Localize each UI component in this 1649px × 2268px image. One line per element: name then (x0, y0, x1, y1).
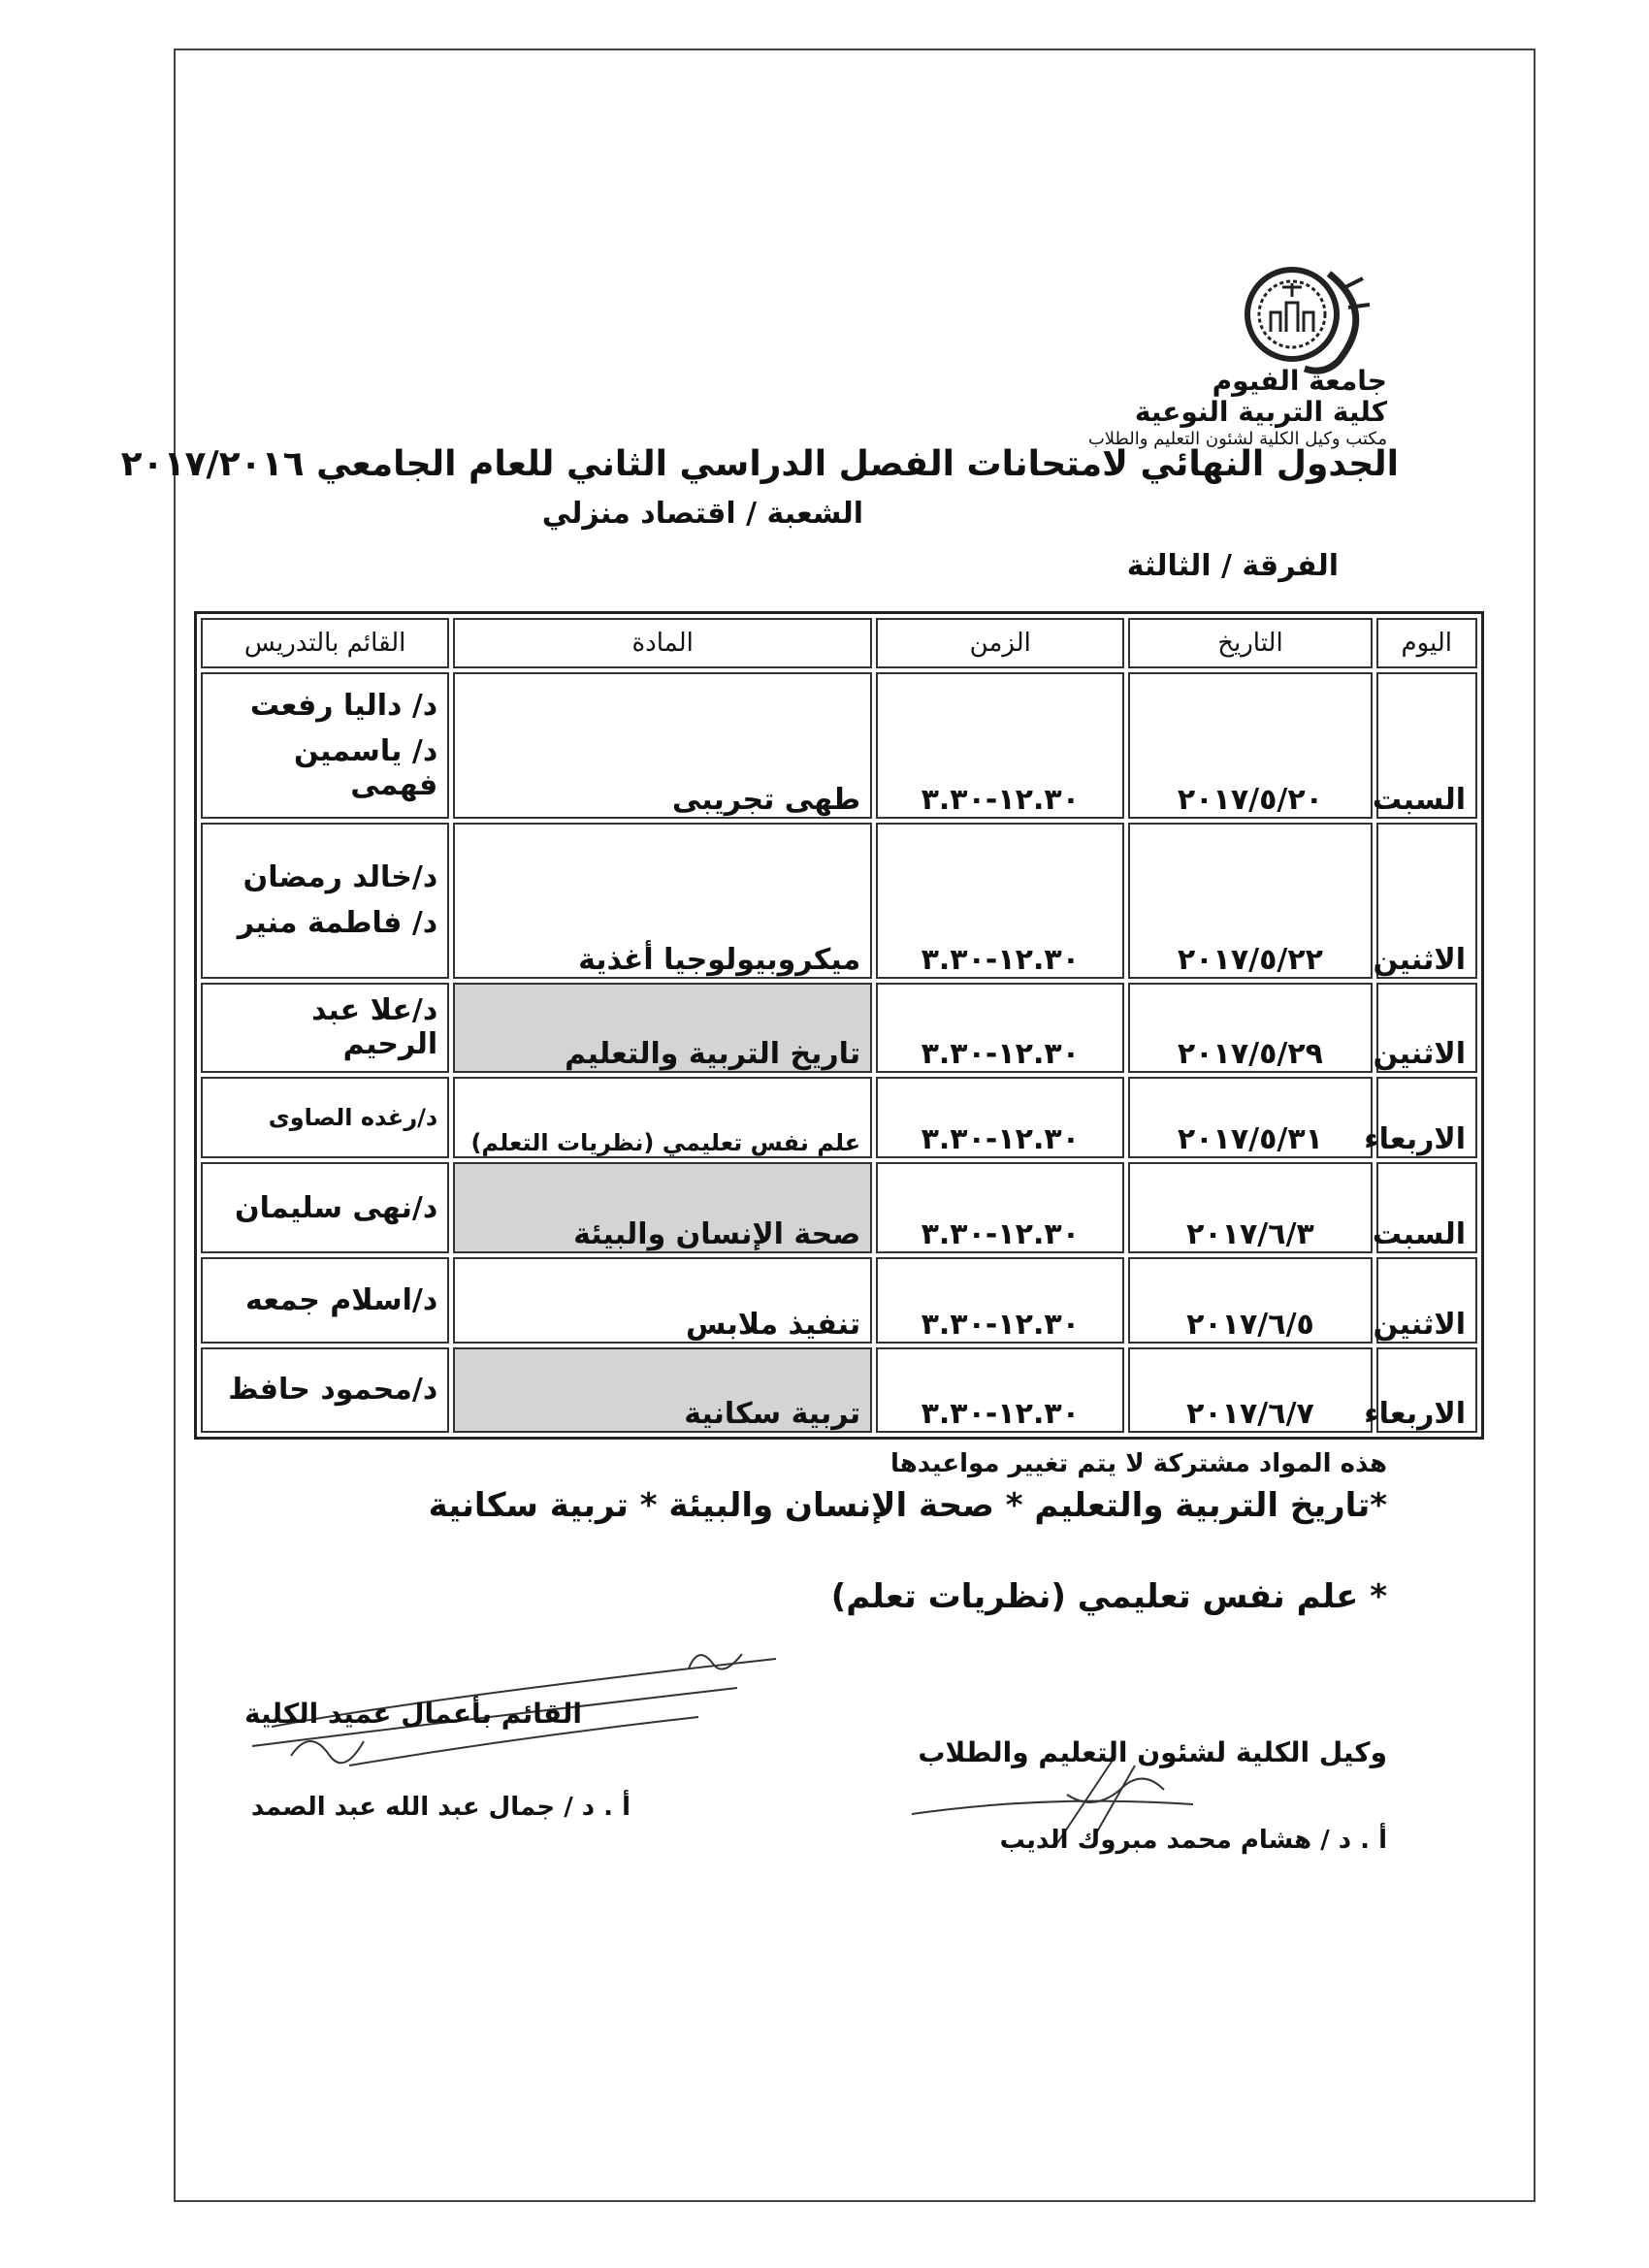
teacher-cell (201, 1162, 449, 1254)
header-date: التاريخ (1128, 618, 1372, 668)
division-label: الشعبة / اقتصاد منزلي (541, 497, 863, 531)
dean-title: القائم بأعمال عميد الكلية (244, 1698, 582, 1730)
university-name: جامعة الفيوم (1212, 365, 1387, 397)
date-cell: ٢٠١٧/٥/٢٩ (1128, 983, 1372, 1073)
subject-cell: صحة الإنسان والبيئة (453, 1162, 872, 1254)
day-cell: الاثنين (1376, 983, 1477, 1073)
shared-subjects-list-2: * علم نفس تعليمي (نظريات تعلم) (830, 1577, 1387, 1616)
table-row (201, 1257, 1477, 1343)
header-subject: المادة (453, 618, 872, 668)
date-cell: ٢٠١٧/٥/٢٠ (1128, 672, 1372, 819)
subject-cell: طهى تجريبى (453, 672, 872, 819)
day-cell: السبت (1376, 1162, 1477, 1254)
time-cell: ١٢.٣٠-٣.٣٠ (876, 823, 1124, 979)
teacher-cell (201, 983, 449, 1073)
teacher-cell (201, 1257, 449, 1343)
subject-cell: ميكروبيولوجيا أغذية (453, 823, 872, 979)
shared-subjects-list: *تاريخ التربية والتعليم * صحة الإنسان والبيئة * تربية سكانية (428, 1486, 1387, 1525)
time-cell: ١٢.٣٠-٣.٣٠ (876, 1077, 1124, 1158)
day-cell: الاربعاء (1376, 1077, 1477, 1158)
shared-subjects-note: هذه المواد مشتركة لا يتم تغيير مواعيدها (889, 1449, 1387, 1478)
table-row (201, 823, 1477, 979)
day-cell: السبت (1376, 672, 1477, 819)
table-row (201, 672, 1477, 819)
teacher-name: د/ فاطمة منير (237, 906, 438, 941)
subject-cell: تاريخ التربية والتعليم (453, 983, 872, 1073)
teacher-name: د/ ياسمين فهمى (294, 733, 438, 802)
teacher-cell (201, 1347, 449, 1433)
exam-schedule-table (194, 611, 1484, 1440)
day-cell: الاربعاء (1376, 1347, 1477, 1433)
table-row (201, 1077, 1477, 1158)
vice-dean-name: أ . د / هشام محمد مبروك الديب (999, 1826, 1387, 1855)
vice-dean-title: وكيل الكلية لشئون التعليم والطلاب (918, 1736, 1387, 1768)
teacher-name: د/خالد رمضان (242, 860, 438, 895)
teacher-name: د/ داليا رفعت (249, 688, 438, 723)
time-cell: ١٢.٣٠-٣.٣٠ (876, 672, 1124, 819)
year-level-label: الفرقة / الثالثة (1126, 549, 1339, 583)
header-teacher: القائم بالتدريس (201, 618, 449, 668)
teacher-name: د/محمود حافظ (228, 1373, 438, 1408)
teacher-cell (201, 672, 449, 819)
table-header-row (201, 618, 1477, 668)
time-cell: ١٢.٣٠-٣.٣٠ (876, 1347, 1124, 1433)
teacher-cell (201, 823, 449, 979)
subject-cell: تربية سكانية (453, 1347, 872, 1433)
time-cell: ١٢.٣٠-٣.٣٠ (876, 1257, 1124, 1343)
teacher-name: د/علا عبد الرحيم (311, 993, 438, 1062)
office-name: مكتب وكيل الكلية لشئون التعليم والطلاب (1087, 429, 1387, 449)
faculty-name: كلية التربية النوعية (1134, 396, 1387, 428)
date-cell: ٢٠١٧/٦/٣ (1128, 1162, 1372, 1254)
table-row (201, 983, 1477, 1073)
dean-name: أ . د / جمال عبد الله عبد الصمد (250, 1793, 630, 1822)
subject-cell: علم نفس تعليمي (نظريات التعلم) (453, 1077, 872, 1158)
teacher-name: د/رغده الصاوى (268, 1103, 438, 1131)
header-day: اليوم (1376, 618, 1477, 668)
teacher-name: د/نهى سليمان (235, 1190, 438, 1225)
page-title: الجدول النهائي لامتحانات الفصل الدراسي الثاني للعام الجامعي ٢٠١٧/٢٠١٦ (120, 444, 1399, 484)
time-cell: ١٢.٣٠-٣.٣٠ (876, 1162, 1124, 1254)
table-row (201, 1347, 1477, 1433)
date-cell: ٢٠١٧/٦/٧ (1128, 1347, 1372, 1433)
day-cell: الاثنين (1376, 823, 1477, 979)
university-logo (1232, 254, 1377, 380)
time-cell: ١٢.٣٠-٣.٣٠ (876, 983, 1124, 1073)
subject-cell: تنفيذ ملابس (453, 1257, 872, 1343)
teacher-name: د/اسلام جمعه (245, 1283, 438, 1318)
teacher-cell (201, 1077, 449, 1158)
header-time: الزمن (876, 618, 1124, 668)
date-cell: ٢٠١٧/٦/٥ (1128, 1257, 1372, 1343)
table-row (201, 1162, 1477, 1254)
day-cell: الاثنين (1376, 1257, 1477, 1343)
date-cell: ٢٠١٧/٥/٢٢ (1128, 823, 1372, 979)
date-cell: ٢٠١٧/٥/٣١ (1128, 1077, 1372, 1158)
